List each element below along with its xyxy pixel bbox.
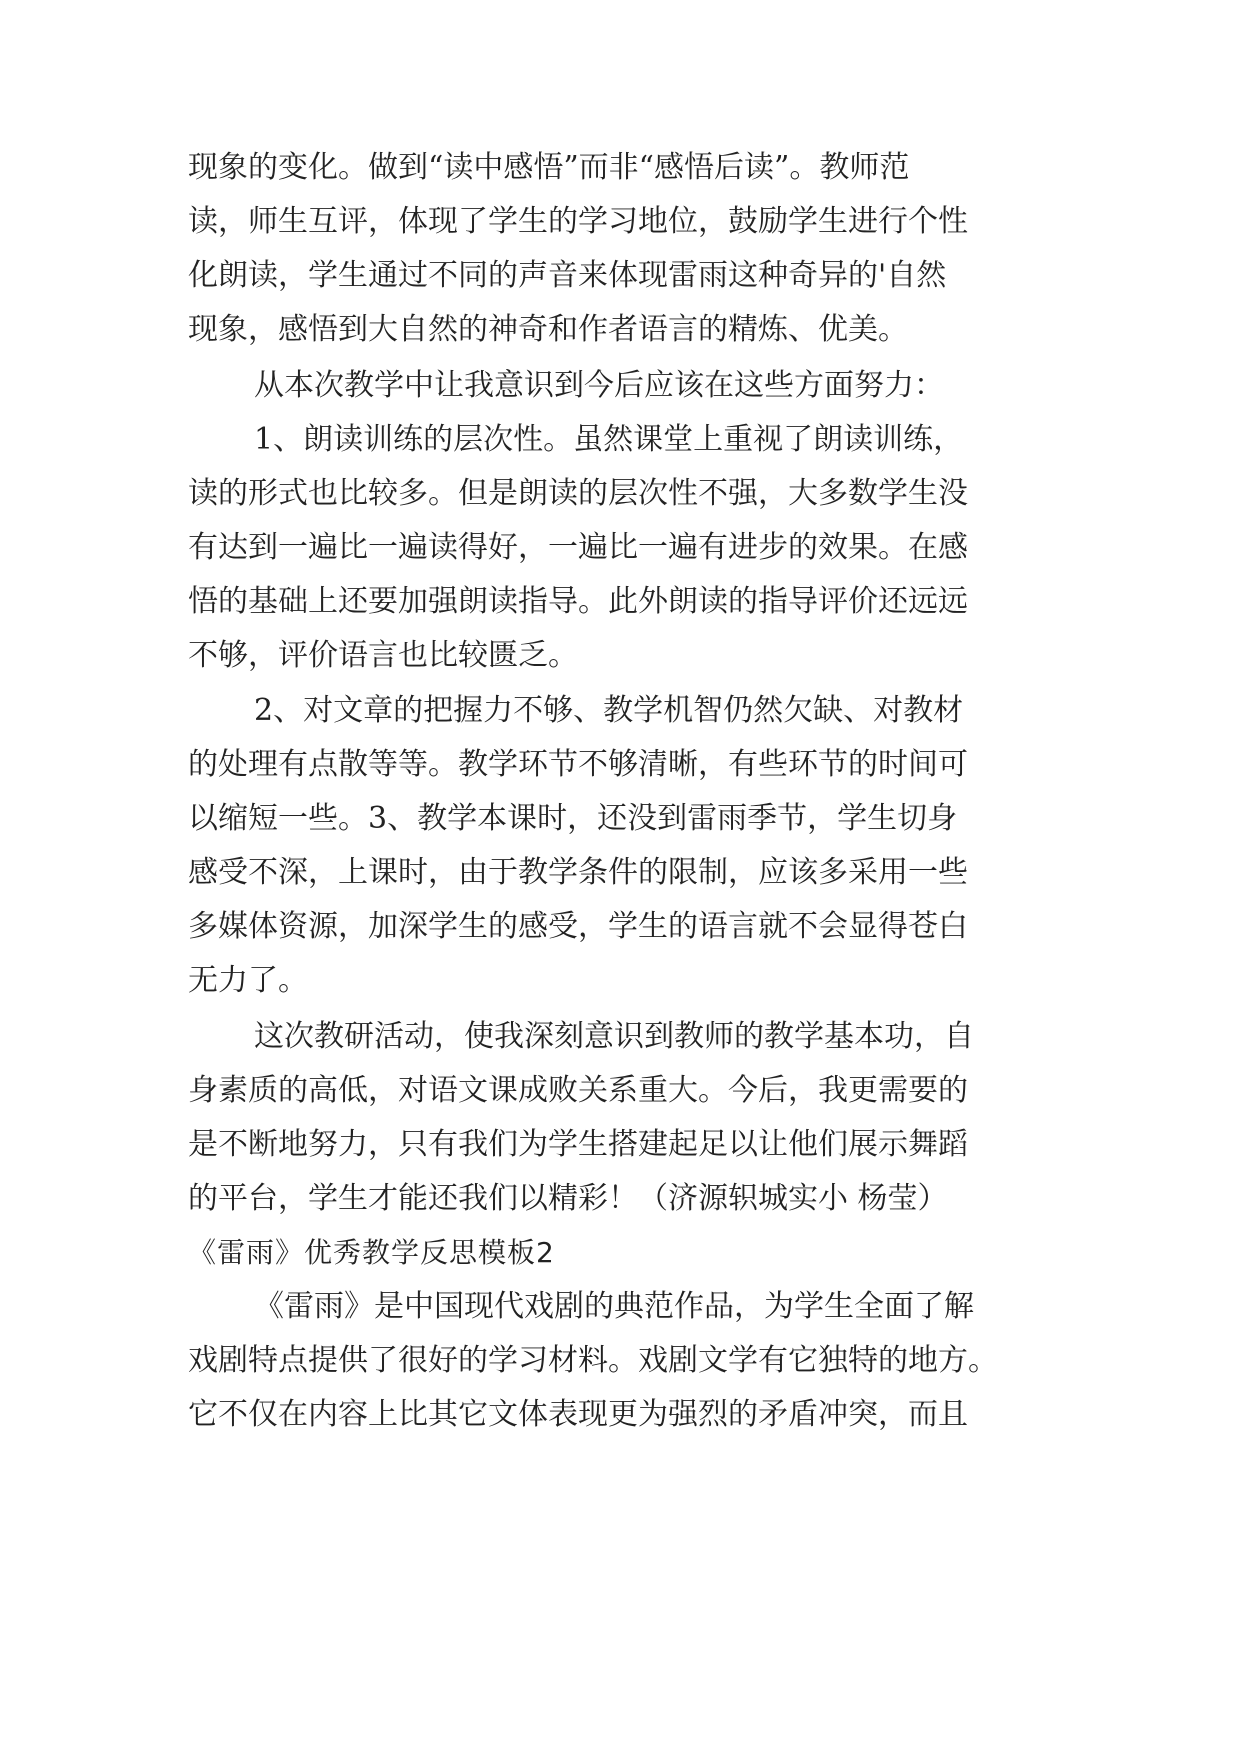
- paragraph-3-line-3: 有达到一遍比一遍读得好，一遍比一遍有进步的效果。在感: [188, 530, 968, 565]
- paragraph-4-line-5: 多媒体资源，加深学生的感受，学生的语言就不会显得苍白: [188, 909, 968, 944]
- paragraph-4-line-3: 以缩短一些。3、教学本课时，还没到雷雨季节，学生切身: [188, 801, 958, 836]
- paragraph-3-line-1: 1、朗读训练的层次性。虽然课堂上重视了朗读训练，: [254, 422, 964, 457]
- paragraph-4-line-4: 感受不深，上课时，由于教学条件的限制，应该多采用一些: [188, 855, 968, 890]
- paragraph-1-line-1: 现象的变化。做到“读中感悟”而非“感悟后读”。教师范: [188, 150, 910, 185]
- paragraph-1-line-2: 读，师生互评，体现了学生的学习地位，鼓励学生进行个性: [188, 204, 968, 239]
- next-paragraph-line-1: 《雷雨》是中国现代戏剧的典范作品，为学生全面了解: [254, 1289, 974, 1324]
- paragraph-4-line-1: 2、对文章的把握力不够、教学机智仍然欠缺、对教材: [254, 693, 964, 728]
- paragraph-2-line-1: 从本次教学中让我意识到今后应该在这些方面努力：: [254, 368, 944, 403]
- paragraph-1-line-3: 化朗读，学生通过不同的声音来体现雷雨这种奇异的'自然: [188, 258, 947, 293]
- paragraph-4-line-6: 无力了。: [188, 963, 308, 998]
- paragraph-3-line-2: 读的形式也比较多。但是朗读的层次性不强，大多数学生没: [188, 476, 968, 511]
- paragraph-5-line-2: 身素质的高低，对语文课成败关系重大。今后，我更需要的: [188, 1073, 968, 1108]
- paragraph-5-line-4: 的平台，学生才能还我们以精彩！（济源轵城实小 杨莹）: [188, 1181, 948, 1216]
- section-heading: 《雷雨》优秀教学反思模板2: [188, 1236, 555, 1269]
- paragraph-5-line-3: 是不断地努力，只有我们为学生搭建起足以让他们展示舞蹈: [188, 1127, 968, 1162]
- paragraph-4-line-2: 的处理有点散等等。教学环节不够清晰，有些环节的时间可: [188, 747, 968, 782]
- paragraph-1-line-4: 现象，感悟到大自然的神奇和作者语言的精炼、优美。: [188, 312, 908, 347]
- paragraph-3-line-5: 不够，评价语言也比较匮乏。: [188, 638, 578, 673]
- paragraph-5-line-1: 这次教研活动，使我深刻意识到教师的教学基本功，自: [254, 1019, 974, 1054]
- next-paragraph-line-3: 它不仅在内容上比其它文体表现更为强烈的矛盾冲突，而且: [188, 1397, 968, 1432]
- next-paragraph-line-2: 戏剧特点提供了很好的学习材料。戏剧文学有它独特的地方。: [188, 1343, 998, 1378]
- paragraph-3-line-4: 悟的基础上还要加强朗读指导。此外朗读的指导评价还远远: [188, 584, 968, 619]
